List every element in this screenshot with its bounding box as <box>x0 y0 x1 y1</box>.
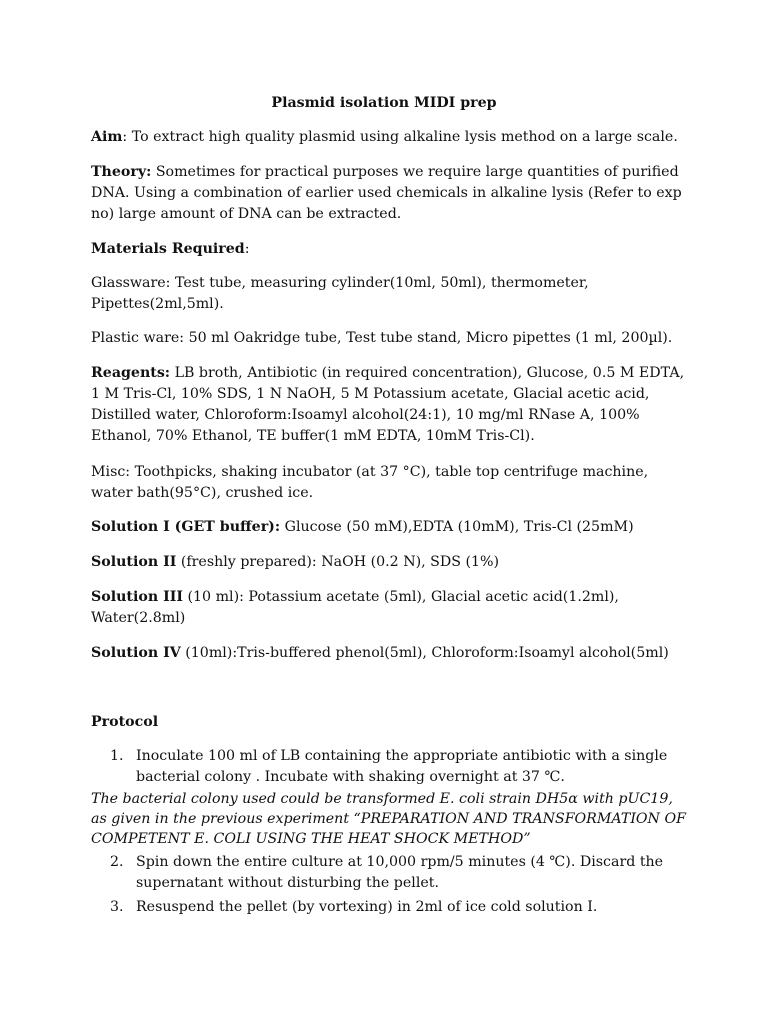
protocol-heading <box>91 712 686 733</box>
step-number: 3. <box>110 899 124 915</box>
solution3-label: Solution III <box>91 589 183 605</box>
solution2-label: Solution II <box>91 554 177 570</box>
step-text: Inoculate 100 ml of LB containing the appropriate antibiotic with a single bacterial colony . Incubate with shaking overnight at 37 ℃. <box>136 748 668 785</box>
materials-heading <box>91 239 686 260</box>
step-number: 1. <box>110 748 124 764</box>
step-text: Resuspend the pellet (by vortexing) in 2ml of ice cold solution I. <box>136 899 598 915</box>
protocol-note: The bacterial colony used could be transformed E. coli strain DH5α with pUC19, as given in the previous experiment “PREPARATION AND TRANSFORMATION OF COMPETENT E. COLI USING THE HEAT SHOCK METHOD” <box>91 791 686 847</box>
theory-text: Sometimes for practical purposes we require large quantities of purified DNA. Using a combination of earlier used chemicals in alkaline lysis (Refer to exp no) large amount of DNA can be extracted. <box>91 164 682 222</box>
step-text: Spin down the entire culture at 10,000 rpm/5 minutes (4 ℃). Discard the supernatant without disturbing the pellet. <box>136 854 664 891</box>
solution2-text: (freshly prepared): NaOH (0.2 N), SDS (1%) <box>176 554 500 570</box>
solution2-paragraph <box>91 552 686 573</box>
solution1-label: Solution I (GET buffer): <box>91 519 281 535</box>
materials-colon: : <box>244 241 250 257</box>
theory-paragraph <box>91 162 686 225</box>
document-title: Plasmid isolation MIDI prep <box>271 95 497 111</box>
misc-paragraph: Misc: Toothpicks, shaking incubator (at 37 °C), table top centrifuge machine, water bath(95°C), crushed ice. <box>91 464 649 501</box>
step-number: 2. <box>110 854 124 870</box>
plasticware-paragraph: Plastic ware: 50 ml Oakridge tube, Test tube stand, Micro pipettes (1 ml, 200µl). <box>91 330 673 346</box>
solution4-paragraph <box>91 643 686 664</box>
reagents-label: Reagents: <box>91 365 171 381</box>
reagents-text: LB broth, Antibiotic (in required concentration), Glucose, 0.5 M EDTA, 1 M Tris-Cl, 10% SDS, 1 N NaOH, 5 M Potassium acetate, Glacial acetic acid, Distilled water, Chloroform:Isoamyl alcohol(24:1), 10 mg/ml RNase A, 100% Ethanol, 70% Ethanol, TE buffer(1 mM EDTA, 10mM Tris-Cl). <box>91 365 685 444</box>
glassware-paragraph: Glassware: Test tube, measuring cylinder(10ml, 50ml), thermometer, Pipettes(2ml,5ml). <box>91 275 589 312</box>
aim-label: Aim <box>91 129 123 145</box>
reagents-paragraph <box>91 363 686 447</box>
materials-label: Materials Required <box>91 241 245 257</box>
solution1-paragraph <box>91 517 686 538</box>
solution4-text: (10ml):Tris-buffered phenol(5ml), Chloroform:Isoamyl alcohol(5ml) <box>180 645 669 661</box>
protocol-heading-text: Protocol <box>91 714 159 730</box>
theory-label: Theory: <box>91 164 152 180</box>
aim-paragraph <box>91 127 686 148</box>
solution4-label: Solution IV <box>91 645 181 661</box>
aim-text: : To extract high quality plasmid using alkaline lysis method on a large scale. <box>122 129 678 145</box>
solution1-text: Glucose (50 mM),EDTA (10mM), Tris-Cl (25mM) <box>280 519 634 535</box>
solution3-paragraph <box>91 587 686 629</box>
solution3-text: (10 ml): Potassium acetate (5ml), Glacial acetic acid(1.2ml), Water(2.8ml) <box>91 589 619 626</box>
